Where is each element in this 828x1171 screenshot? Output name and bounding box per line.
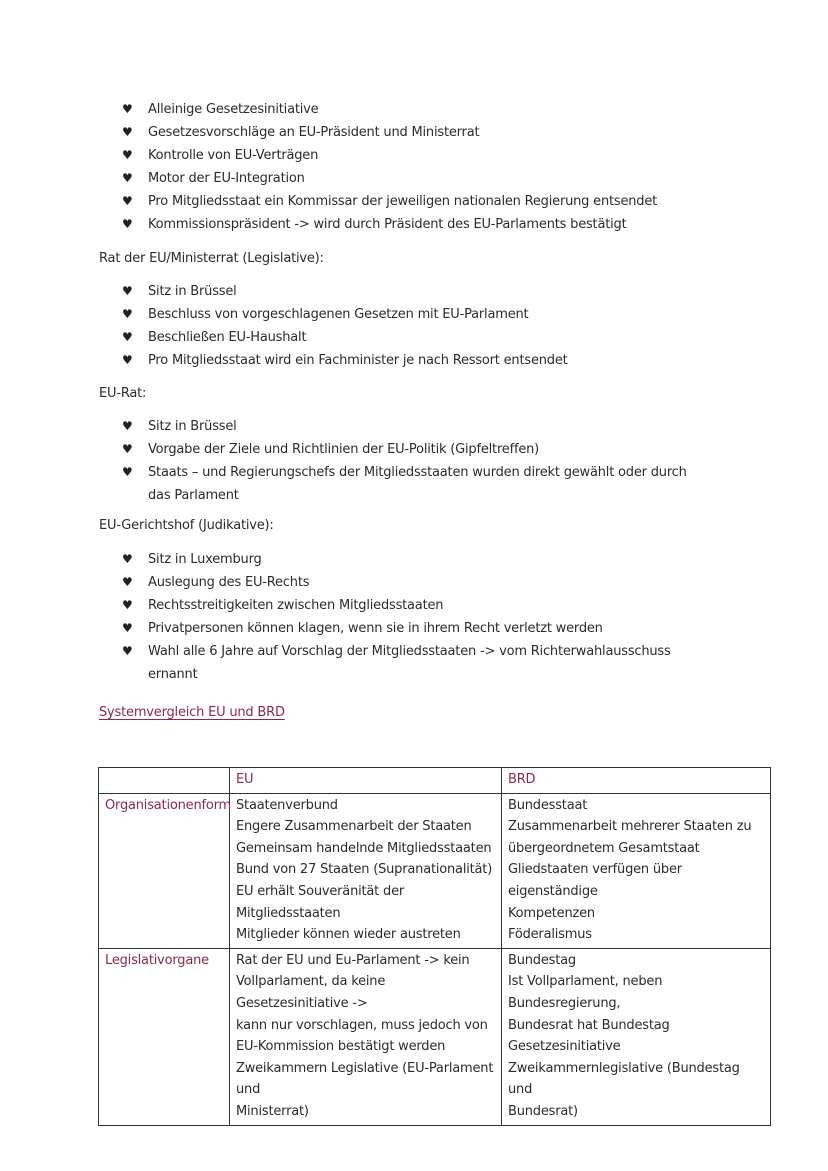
kommission-list [0,98,828,236]
list-item-text: Kontrolle von EU-Verträgen [148,148,319,163]
cell-line: Bundesstaat [508,797,588,813]
list-item [0,594,708,617]
list-item-text: Rechtsstreitigkeiten zwischen Mitgliedsstaaten [148,598,444,613]
list-item-text: Sitz in Luxemburg [148,552,262,567]
gericht-heading: EU-Gerichtshof (Judikative): [99,518,274,533]
cell-line: Föderalismus [508,927,592,943]
list-item-text: Kommissionspräsident -> wird durch Präsident des EU-Parlaments bestätigt [148,217,627,232]
list-item-text: Beschluss von vorgeschlagenen Gesetzen mit EU-Parlament [148,307,529,322]
cell-line: Engere Zusammenarbeit der Staaten [236,819,472,835]
header-empty-cell [99,768,230,794]
list-item [0,190,708,213]
cell-line: Gesetzesinitiative [508,1039,621,1055]
rat-section [0,280,828,372]
list-item-text: Staats – und Regierungschefs der Mitgliedsstaaten wurden direkt gewählt oder durch das Parlament [148,465,687,503]
list-item-text: Pro Mitgliedsstaat wird ein Fachminister je nach Ressort entsendet [148,353,568,368]
list-item-text: Motor der EU-Integration [148,171,305,186]
list-item [0,326,708,349]
heart-bullet-icon: ♥ [122,217,133,231]
heart-bullet-icon: ♥ [122,102,133,116]
cell-eu [230,793,502,948]
list-item [0,640,708,686]
table-row [99,948,771,1125]
heart-bullet-icon: ♥ [122,284,133,298]
cell-line: Kompetenzen [508,905,595,921]
heart-bullet-icon: ♥ [122,575,133,589]
list-item-text: Privatpersonen können klagen, wenn sie in ihrem Recht verletzt werden [148,621,603,636]
gericht-list [0,548,828,686]
heart-bullet-icon: ♥ [122,465,133,479]
cell-line: EU-Kommission bestätigt werden [236,1039,446,1055]
cell-line: übergeordnetem Gesamtstaat [508,840,700,856]
list-item [0,617,708,640]
list-item [0,98,708,121]
heart-bullet-icon: ♥ [122,330,133,344]
cell-line: Bund von 27 Staaten (Supranationalität) [236,862,493,878]
list-item-text: Sitz in Brüssel [148,419,237,434]
heart-bullet-icon: ♥ [122,419,133,433]
eurat-list [0,415,828,507]
heart-bullet-icon: ♥ [122,552,133,566]
heart-bullet-icon: ♥ [122,148,133,162]
eurat-heading: EU-Rat: [99,386,147,401]
list-item [0,213,708,236]
heart-bullet-icon: ♥ [122,171,133,185]
gericht-section [0,548,828,686]
row-label: Organisationenform [99,793,230,948]
cell-eu [230,948,502,1125]
heart-bullet-icon: ♥ [122,442,133,456]
cell-line: Zusammenarbeit mehrerer Staaten zu [508,819,752,835]
list-item [0,461,708,507]
kommission-section [0,98,828,236]
list-item-text: Vorgabe der Ziele und Richtlinien der EU-Politik (Gipfeltreffen) [148,442,540,457]
list-item [0,144,708,167]
list-item-text: Pro Mitgliedsstaat ein Kommissar der jeweiligen nationalen Regierung entsendet [148,194,658,209]
list-item-text: Gesetzesvorschläge an EU-Präsident und Ministerrat [148,125,480,140]
cell-line: Vollparlament, da keine Gesetzesinitiative -> [236,974,386,1011]
cell-line: kann nur vorschlagen, muss jedoch von [236,1017,488,1033]
cell-line: Ist Vollparlament, neben Bundesregierung, [508,974,663,1011]
list-item-text: Sitz in Brüssel [148,284,237,299]
systemvergleich-title: Systemvergleich EU und BRD [99,705,285,720]
list-item [0,303,708,326]
cell-line: Ministerrat) [236,1103,309,1119]
cell-line: Mitgliedsstaaten [236,905,341,921]
heart-bullet-icon: ♥ [122,307,133,321]
cell-line: Rat der EU und Eu-Parlament -> kein [236,952,470,968]
heart-bullet-icon: ♥ [122,125,133,139]
cell-line: Staatenverbund [236,797,338,813]
list-item [0,438,708,461]
header-brd: BRD [502,768,771,794]
heart-bullet-icon: ♥ [122,644,133,658]
list-item-text: Beschließen EU-Haushalt [148,330,307,345]
table-row [99,793,771,948]
cell-brd [502,948,771,1125]
cell-line: Bundestag [508,952,576,968]
list-item [0,571,708,594]
heart-bullet-icon: ♥ [122,353,133,367]
heart-bullet-icon: ♥ [122,598,133,612]
cell-line: Gemeinsam handelnde Mitgliedsstaaten [236,840,492,856]
cell-line: Zweikammern Legislative (EU-Parlament und [236,1060,494,1098]
cell-line: Bundesrat hat Bundestag [508,1017,670,1033]
cell-line: EU erhält Souveränität der [236,883,405,899]
list-item-text: Wahl alle 6 Jahre auf Vorschlag der Mitgliedsstaaten -> vom Richterwahlausschuss ernannt [148,644,671,682]
list-item [0,415,708,438]
heart-bullet-icon: ♥ [122,194,133,208]
list-item [0,121,708,144]
cell-line: Bundesrat) [508,1103,578,1119]
list-item [0,280,708,303]
list-item-text: Auslegung des EU-Rechts [148,575,310,590]
comparison-table [98,767,771,1126]
header-eu: EU [230,768,502,794]
cell-line: Zweikammernlegislative (Bundestag und [508,1060,740,1098]
cell-line: Mitglieder können wieder austreten [236,927,461,943]
list-item [0,349,708,372]
table-header-row [99,768,771,794]
rat-list [0,280,828,372]
cell-line: Gliedstaaten verfügen über eigenständige [508,862,682,899]
heart-bullet-icon: ♥ [122,621,133,635]
row-label: Legislativorgane [99,948,230,1125]
rat-heading: Rat der EU/Ministerrat (Legislative): [99,251,324,266]
list-item [0,167,708,190]
list-item [0,548,708,571]
list-item-text: Alleinige Gesetzesinitiative [148,102,319,117]
eurat-section [0,415,828,507]
cell-brd [502,793,771,948]
